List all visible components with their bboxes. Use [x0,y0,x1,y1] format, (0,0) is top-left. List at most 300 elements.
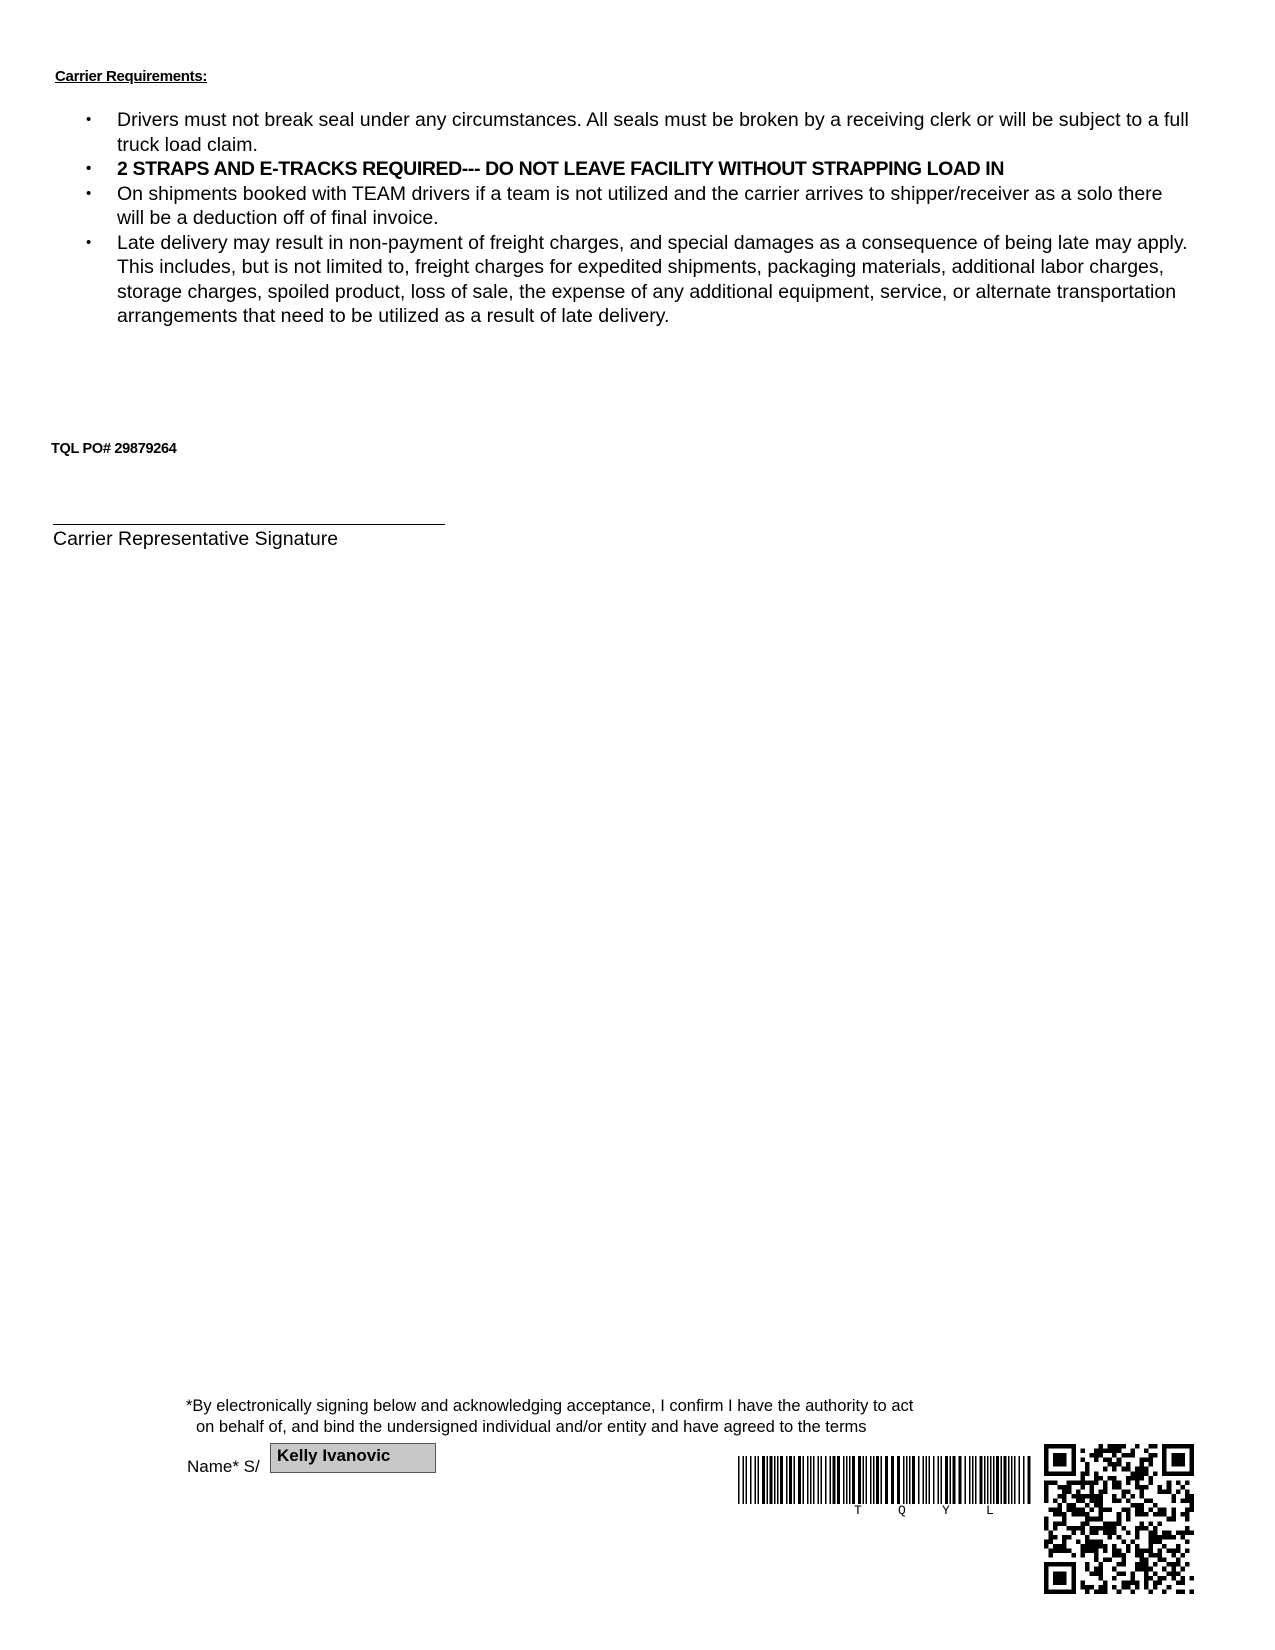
acknowledgement-text [186,1396,1026,1438]
barcode-bar [738,1456,740,1504]
barcode-bar [959,1456,962,1504]
qr-module [1180,1535,1185,1540]
barcode-bar [1014,1456,1016,1504]
qr-module [1099,1571,1104,1576]
acknowledgement-line-2: on behalf of, and bind the undersigned individual and/or entity and have agreed to the terms [196,1418,867,1436]
qr-module [1158,1535,1163,1540]
qr-module [1144,1567,1149,1572]
barcode-bar [807,1456,809,1504]
qr-module [1112,1494,1117,1499]
qr-module [1144,1558,1149,1563]
qr-module [1121,1585,1126,1590]
barcode-bar [810,1456,812,1504]
qr-module [1099,1539,1104,1544]
qr-module [1076,1512,1081,1517]
qr-module [1149,1553,1154,1558]
barcode-bar [903,1456,905,1504]
barcode-bar [975,1456,977,1504]
qr-module [1121,1444,1126,1449]
qr-module [1149,1480,1154,1485]
barcode-bar [945,1456,948,1504]
qr-module [1171,1535,1176,1540]
qr-module [1089,1494,1094,1499]
qr-module [1167,1585,1172,1590]
qr-module [1108,1476,1113,1481]
qr-module [1058,1508,1063,1513]
barcode-bar [866,1456,868,1504]
qr-module [1080,1544,1085,1549]
qr-module [1167,1489,1172,1494]
qr-module [1176,1589,1181,1594]
qr-finder-pattern [1053,1453,1067,1467]
qr-module [1062,1499,1067,1504]
qr-module [1071,1480,1076,1485]
qr-module [1103,1449,1108,1454]
qr-module [1103,1526,1108,1531]
qr-module [1153,1453,1158,1458]
qr-module [1103,1480,1108,1485]
qr-module [1144,1449,1149,1454]
qr-module [1139,1567,1144,1572]
qr-module [1171,1567,1176,1572]
qr-module [1103,1580,1108,1585]
qr-finder-pattern [1171,1453,1185,1467]
qr-module [1171,1562,1176,1567]
qr-module [1167,1517,1172,1522]
qr-module [1089,1489,1094,1494]
qr-module [1071,1526,1076,1531]
qr-module [1053,1535,1058,1540]
section-heading: Carrier Requirements: [55,68,208,85]
qr-module [1117,1562,1122,1567]
barcode-bar [1023,1456,1025,1504]
qr-module [1176,1558,1181,1563]
bullet-icon: • [86,184,92,202]
qr-module [1112,1499,1117,1504]
qr-module [1094,1480,1099,1485]
qr-module [1144,1485,1149,1490]
barcode-bar [972,1456,974,1504]
barcode [738,1456,1038,1518]
qr-module [1094,1503,1099,1508]
barcode-bar [803,1456,805,1504]
qr-module [1149,1589,1154,1594]
qr-module [1153,1571,1158,1576]
barcode-char: Y [942,1503,950,1518]
barcode-char: Q [898,1503,906,1518]
barcode-bar [774,1456,776,1504]
qr-module [1089,1453,1094,1458]
barcode-bar [762,1456,765,1504]
qr-module [1089,1585,1094,1590]
qr-module [1062,1539,1067,1544]
qr-module [1153,1585,1158,1590]
qr-module [1089,1549,1094,1554]
qr-module [1089,1499,1094,1504]
qr-module [1099,1503,1104,1508]
qr-module [1058,1512,1063,1517]
qr-module [1144,1512,1149,1517]
qr-module [1189,1576,1194,1581]
qr-module [1144,1549,1149,1554]
qr-module [1121,1562,1126,1567]
name-label: Name* S/ [187,1457,260,1476]
qr-module [1139,1462,1144,1467]
requirement-text: 2 STRAPS AND E-TRACKS REQUIRED--- DO NOT LEAVE FACILITY WITHOUT STRAPPING LOAD IN [117,158,1005,180]
qr-module [1085,1462,1090,1467]
qr-module [1126,1549,1131,1554]
barcode-bar [755,1456,757,1504]
barcode-bar [786,1456,788,1504]
bullet-icon: • [86,233,92,251]
qr-module [1080,1458,1085,1463]
qr-module [1176,1530,1181,1535]
barcode-bar [933,1456,935,1504]
qr-module [1053,1526,1058,1531]
qr-module [1167,1571,1172,1576]
qr-module [1053,1521,1058,1526]
barcode-bar [1028,1456,1031,1504]
qr-module [1094,1499,1099,1504]
qr-module [1089,1539,1094,1544]
qr-module [1126,1508,1131,1513]
qr-module [1044,1517,1049,1522]
qr-module [1103,1544,1108,1549]
qr-module [1103,1558,1108,1563]
qr-module [1076,1499,1081,1504]
barcode-bar [767,1456,769,1504]
qr-module [1094,1494,1099,1499]
qr-module [1149,1499,1154,1504]
qr-module [1062,1521,1067,1526]
qr-module [1062,1494,1067,1499]
qr-module [1058,1549,1063,1554]
qr-module [1144,1562,1149,1567]
qr-module [1085,1494,1090,1499]
qr-module [1099,1585,1104,1590]
barcode-bar [885,1456,888,1504]
qr-module [1130,1494,1135,1499]
qr-module [1130,1589,1135,1594]
qr-module [1121,1580,1126,1585]
qr-module [1153,1539,1158,1544]
qr-module [1185,1480,1190,1485]
qr-module [1067,1526,1072,1531]
qr-module [1108,1530,1113,1535]
qr-module [1149,1539,1154,1544]
qr-module [1108,1508,1113,1513]
qr-module [1158,1521,1163,1526]
qr-module [1149,1530,1154,1535]
qr-module [1144,1571,1149,1576]
qr-module [1149,1476,1154,1481]
qr-module [1149,1453,1154,1458]
qr-module [1067,1535,1072,1540]
qr-module [1158,1549,1163,1554]
qr-module [1162,1489,1167,1494]
qr-module [1044,1526,1049,1531]
barcode-bar [825,1456,827,1504]
qr-module [1162,1530,1167,1535]
qr-module [1094,1449,1099,1454]
barcode-bar [818,1456,820,1504]
qr-module [1185,1489,1190,1494]
qr-module [1139,1512,1144,1517]
list-item [80,157,1195,182]
qr-module [1185,1539,1190,1544]
qr-module [1108,1444,1113,1449]
qr-module [1121,1539,1126,1544]
qr-module [1089,1485,1094,1490]
qr-module [1135,1567,1140,1572]
qr-module [1189,1494,1194,1499]
qr-module [1071,1508,1076,1513]
qr-module [1080,1580,1085,1585]
qr-module [1135,1444,1140,1449]
qr-module [1053,1480,1058,1485]
qr-module [1121,1494,1126,1499]
barcode-bar [897,1456,900,1504]
qr-module [1080,1494,1085,1499]
qr-module [1126,1512,1131,1517]
acknowledgement-line-1: *By electronically signing below and acknowledging acceptance, I confirm I have the authority to act [186,1397,914,1415]
barcode-bar [770,1456,773,1504]
qr-module [1080,1526,1085,1531]
list-item [80,231,1195,329]
qr-module [1099,1449,1104,1454]
qr-module [1135,1480,1140,1485]
qr-module [1180,1485,1185,1490]
barcode-bar [876,1456,879,1504]
qr-module [1176,1562,1181,1567]
qr-module [1176,1580,1181,1585]
barcode-bar [813,1456,815,1504]
qr-module [1085,1503,1090,1508]
qr-module [1058,1485,1063,1490]
qr-module [1126,1499,1131,1504]
barcode-bar [929,1456,931,1504]
po-number: TQL PO# 29879264 [51,441,177,457]
qr-module [1185,1508,1190,1513]
qr-module [1049,1549,1054,1554]
qr-module [1044,1499,1049,1504]
qr-module [1167,1530,1172,1535]
qr-module [1103,1467,1108,1472]
qr-module [1162,1567,1167,1572]
barcode-char: L [986,1503,994,1518]
qr-module [1062,1544,1067,1549]
qr-module [1053,1512,1058,1517]
qr-module [1112,1530,1117,1535]
barcode-bar [891,1456,894,1504]
qr-module [1049,1535,1054,1540]
qr-module [1149,1549,1154,1554]
qr-module [1176,1549,1181,1554]
qr-module [1162,1508,1167,1513]
barcode-bar [758,1456,760,1504]
qr-module [1080,1485,1085,1490]
qr-module [1099,1453,1104,1458]
barcode-bar [1004,1456,1007,1504]
barcode-bar [1019,1456,1021,1504]
barcode-bar [923,1456,925,1504]
qr-module [1044,1489,1049,1494]
qr-module [1135,1526,1140,1531]
barcode-bar [987,1456,989,1504]
qr-module [1167,1535,1172,1540]
qr-module [1085,1521,1090,1526]
qr-module [1094,1476,1099,1481]
qr-module [1117,1517,1122,1522]
qr-module [1094,1539,1099,1544]
qr-module [1058,1494,1063,1499]
qr-module [1085,1539,1090,1544]
qr-module [1185,1549,1190,1554]
qr-module [1067,1508,1072,1513]
list-item [80,182,1195,231]
qr-module [1049,1553,1054,1558]
barcode-bar [993,1456,995,1504]
qr-module [1085,1471,1090,1476]
qr-module [1067,1485,1072,1490]
qr-module [1108,1458,1113,1463]
barcode-bar [990,1456,992,1504]
qr-module [1044,1480,1049,1485]
bullet-icon: • [86,160,91,177]
qr-module [1139,1521,1144,1526]
qr-module [1121,1508,1126,1513]
qr-module [1162,1589,1167,1594]
qr-module [1126,1462,1131,1467]
barcode-bar [798,1456,801,1504]
qr-module [1144,1526,1149,1531]
qr-module [1076,1489,1081,1494]
barcode-bar [906,1456,908,1504]
qr-module [1158,1508,1163,1513]
qr-module [1076,1508,1081,1513]
barcode-bar [821,1456,823,1504]
qr-module [1080,1499,1085,1504]
qr-module [1176,1489,1181,1494]
qr-module [1130,1580,1135,1585]
qr-module [1158,1580,1163,1585]
qr-module [1153,1526,1158,1531]
qr-module [1158,1485,1163,1490]
qr-module [1094,1517,1099,1522]
qr-module [1103,1485,1108,1490]
qr-module [1185,1562,1190,1567]
qr-module [1149,1535,1154,1540]
qr-module [1185,1517,1190,1522]
barcode-bar [881,1456,883,1504]
barcode-bar [980,1456,983,1504]
qr-module [1162,1576,1167,1581]
qr-module [1130,1571,1135,1576]
qr-module [1058,1503,1063,1508]
qr-module [1176,1544,1181,1549]
qr-module [1099,1489,1104,1494]
qr-module [1044,1539,1049,1544]
qr-module [1094,1571,1099,1576]
qr-module [1139,1471,1144,1476]
qr-module [1139,1553,1144,1558]
qr-module [1089,1571,1094,1576]
qr-module [1071,1494,1076,1499]
qr-module [1058,1521,1063,1526]
qr-module [1121,1526,1126,1531]
qr-module [1153,1530,1158,1535]
qr-module [1049,1508,1054,1513]
qr-module [1171,1576,1176,1581]
qr-module [1167,1562,1172,1567]
qr-module [1089,1544,1094,1549]
qr-module [1085,1567,1090,1572]
qr-module [1062,1517,1067,1522]
qr-module [1085,1544,1090,1549]
qr-module [1080,1471,1085,1476]
qr-module [1085,1512,1090,1517]
barcode-bar [1008,1456,1010,1504]
qr-module [1135,1530,1140,1535]
qr-module [1130,1476,1135,1481]
qr-module [1076,1539,1081,1544]
name-field[interactable]: Kelly Ivanovic [270,1443,436,1473]
barcode-bar [1011,1456,1013,1504]
qr-module [1058,1544,1063,1549]
qr-module [1108,1449,1113,1454]
qr-module [1117,1444,1122,1449]
qr-module [1135,1485,1140,1490]
qr-module [1076,1480,1081,1485]
qr-module [1085,1535,1090,1540]
qr-module [1176,1480,1181,1485]
qr-module [1126,1530,1131,1535]
qr-module [1185,1530,1190,1535]
qr-module [1080,1530,1085,1535]
qr-module [1185,1512,1190,1517]
requirements-list [80,108,1195,329]
barcode-bar [969,1456,971,1504]
barcode-bar [750,1456,752,1504]
barcode-bar [965,1456,967,1504]
qr-module [1112,1526,1117,1531]
qr-module [1126,1467,1131,1472]
qr-module [1094,1558,1099,1563]
qr-module [1049,1530,1054,1535]
qr-module [1130,1453,1135,1458]
qr-module [1080,1508,1085,1513]
qr-module [1094,1544,1099,1549]
qr-module [1062,1485,1067,1490]
qr-module [1089,1530,1094,1535]
qr-module [1089,1508,1094,1513]
qr-module [1158,1512,1163,1517]
qr-module [1144,1467,1149,1472]
qr-module [1117,1589,1122,1594]
barcode-bar [849,1456,851,1504]
qr-module [1180,1530,1185,1535]
qr-module [1130,1503,1135,1508]
qr-module [1112,1467,1117,1472]
barcode-bar [870,1456,872,1504]
qr-module [1099,1589,1104,1594]
qr-module [1153,1444,1158,1449]
qr-module [1103,1585,1108,1590]
qr-module [1080,1512,1085,1517]
qr-module [1121,1489,1126,1494]
qr-module [1185,1494,1190,1499]
qr-module [1117,1571,1122,1576]
